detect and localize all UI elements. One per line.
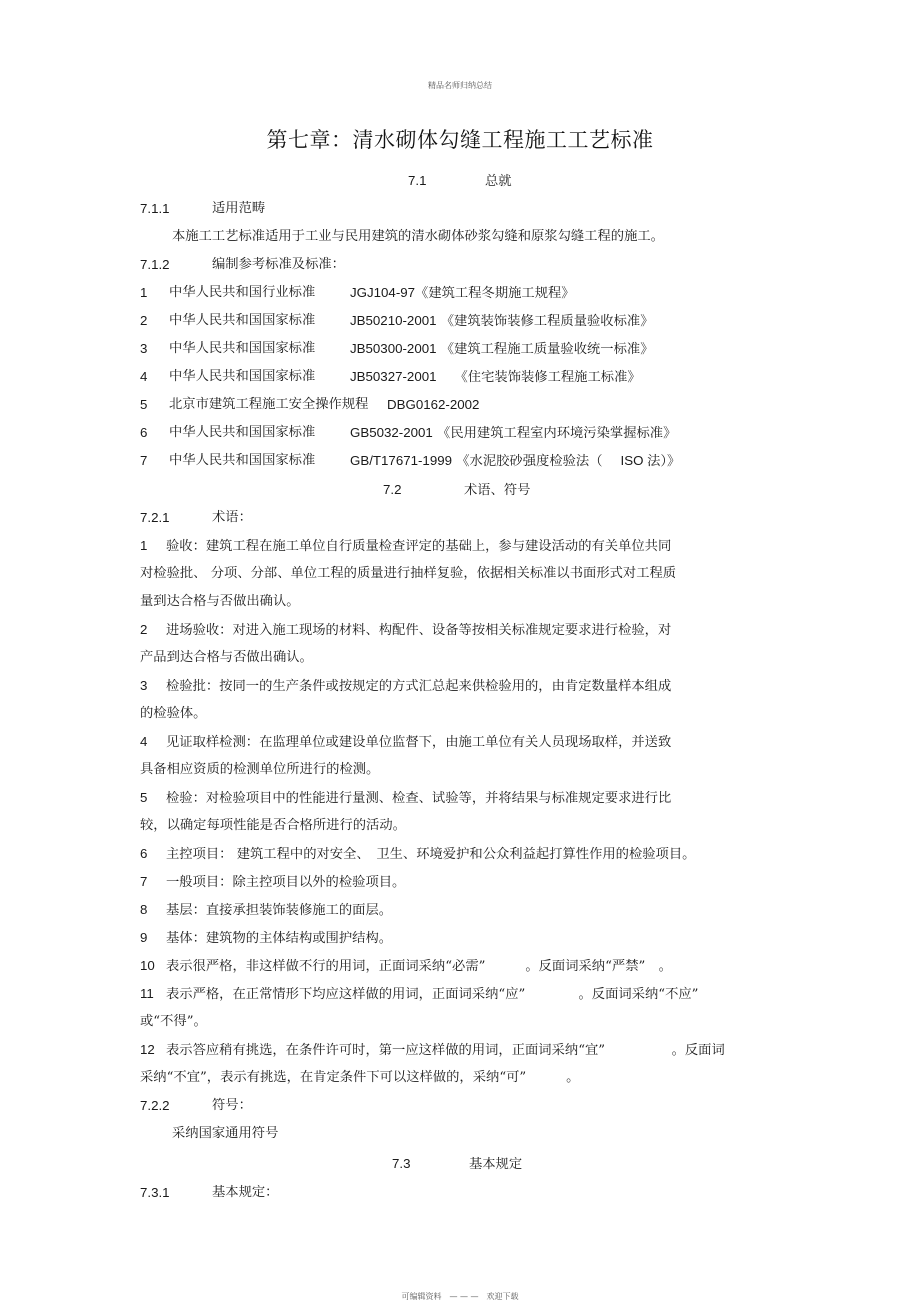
section-heading-7-2: 7.2 术语、符号: [383, 482, 531, 498]
subsection-heading-7-1-2: 7.1.2 编制参考标准及标准：: [140, 257, 345, 272]
section-heading-7-3: 7.3 基本规定: [392, 1156, 523, 1172]
reference-item: 6 中华人民共和国国家标准 GB5032-2001 《民用建筑工程室内环境污染掌握标准》: [140, 425, 677, 441]
reference-item: 5 北京市建筑工程施工安全操作规程 DBG0162-2002: [140, 397, 480, 412]
reference-item: 4 中华人民共和国国家标准 JB50327-2001 《住宅装饰装修工程施工标准》: [140, 369, 641, 385]
reference-item: 2 中华人民共和国国家标准 JB50210-2001 《建筑装饰装修工程质量验收标准》: [140, 313, 654, 329]
chapter-title: 第七章：清水砌体勾缝工程施工工艺标准: [266, 128, 654, 152]
subsection-heading-7-2-1: 7.2.1 术语：: [140, 510, 252, 525]
symbols-paragraph: 采纳国家通用符号: [172, 1126, 279, 1141]
reference-item: 7 中华人民共和国国家标准 GB/T17671-1999 《水泥胶砂强度检验法（ ISO 法）》: [140, 453, 681, 469]
subsection-heading-7-3-1: 7.3.1 基本规定：: [140, 1185, 279, 1200]
page-footer-note: 可编辑资料 — — — 欢迎下载: [401, 1292, 519, 1301]
subsection-heading-7-1-1: 7.1.1 适用范畴: [140, 201, 266, 216]
subsection-heading-7-2-2: 7.2.2 符号：: [140, 1098, 252, 1113]
page-header-note: 精品名师归纳总结: [428, 81, 492, 90]
reference-item: 1 中华人民共和国行业标准 JGJ104-97《建筑工程冬期施工规程》: [140, 285, 575, 301]
section-heading-7-1: 7.1 总就: [408, 173, 512, 189]
reference-item: 3 中华人民共和国国家标准 JB50300-2001 《建筑工程施工质量验收统一标准》: [140, 341, 654, 357]
scope-paragraph: 本施工工艺标准适用于工业与民用建筑的清水砌体砂浆勾缝和原浆勾缝工程的施工。: [172, 229, 664, 244]
